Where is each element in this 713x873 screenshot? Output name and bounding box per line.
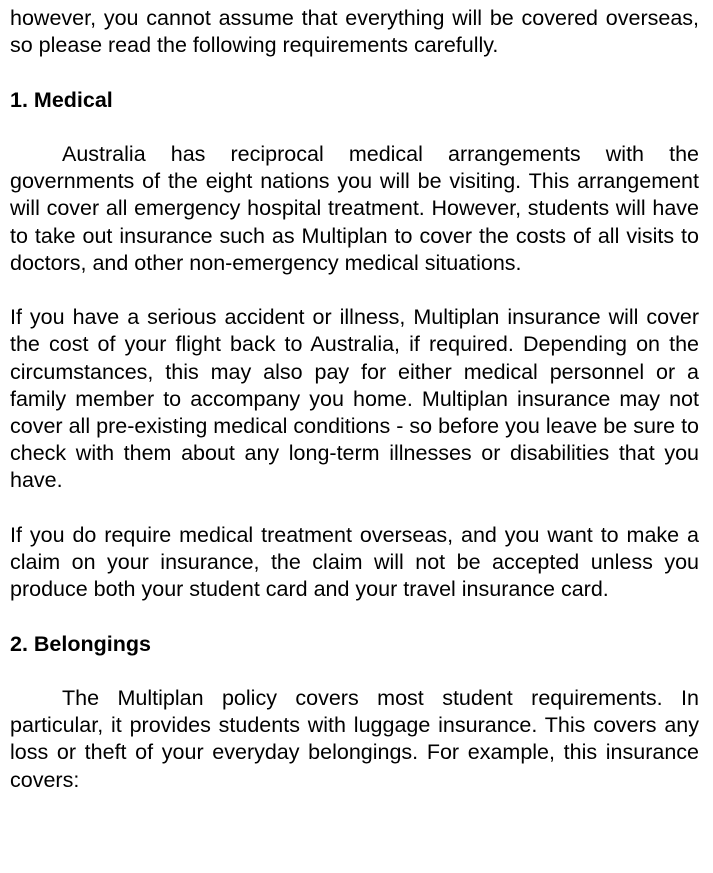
section-heading-medical: 1. Medical: [10, 87, 113, 112]
intro-paragraph: however, you cannot assume that everything will be covered overseas, so please read the following requirements carefully.: [10, 6, 699, 58]
medical-paragraph-1: Australia has reciprocal medical arrangements with the governments of the eight nations you will be visiting. This arrangement will cover all emergency hospital treatment. However, students will have to take out insurance such as Multiplan to cover the costs of all visits to doctors, and other non-emergency medical situations.: [10, 141, 699, 275]
section-heading-belongings: 2. Belongings: [10, 631, 151, 656]
belongings-paragraph-1: The Multiplan policy covers most student requirements. In particular, it provides students with luggage insurance. This covers any loss or theft of your everyday belongings. For example, this insurance covers:: [10, 685, 699, 792]
medical-paragraph-2: If you have a serious accident or illness, Multiplan insurance will cover the cost of your flight back to Australia, if required. Depending on the circumstances, this may also pay for either medical personnel or a family member to accompany you home. Multiplan insurance may not cover all pre-existing medical conditions - so before you leave be sure to check with them about any long-term illnesses or disabilities that you have.: [10, 305, 699, 493]
medical-paragraph-3: If you do require medical treatment overseas, and you want to make a claim on your insurance, the claim will not be accepted unless you produce both your student card and your travel insurance card.: [10, 522, 699, 602]
